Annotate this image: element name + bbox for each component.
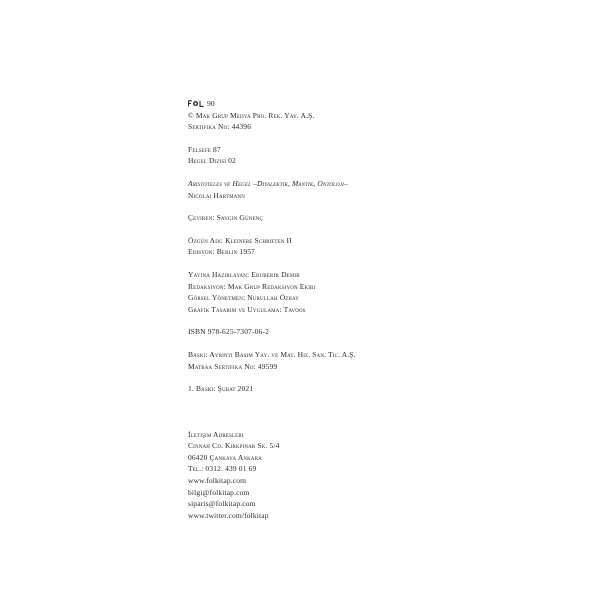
translator: Çeviren: Saygın Günenç [188,213,263,223]
spacer [188,395,518,429]
spacer [188,133,518,144]
contact-address-2: 06420 Çankaya Ankara [188,452,262,462]
contact-web-link[interactable]: www.folkitap.com [188,476,247,486]
contact-address-1: Cinnah Cd. Kırkpınar Sk. 5/4 [188,441,280,451]
spacer [188,167,518,178]
original-edition: Edisyon: Berlin 1957 [188,247,256,257]
spacer [188,201,518,212]
contact-heading: İletişim Adresleri [188,429,244,439]
spacer [188,315,518,326]
spacer [188,372,518,383]
spacer [188,224,518,235]
series-line-1: Felsefe 87 [188,144,221,154]
credit-editor: Yayına Hazırlayan: Ebubekir Demir [188,269,300,279]
book-author: Nicolai Hartmann [188,190,246,200]
folk-logo-icon [188,100,205,107]
publisher-company: © Mak Grup Medya Pro. Rek. Yay. A.Ş. [188,110,315,120]
contact-email-orders[interactable]: siparis@folkitap.com [188,499,256,509]
series-line-2: Hegel Dizisi 02 [188,156,236,166]
publisher-certificate: Sertifika No: 44396 [188,122,252,132]
contact-twitter-link[interactable]: www.twitter.com/folkitap [188,510,269,520]
series-number: 90 [207,99,215,108]
credit-redaction: Redaksiyon: Mak Grup Redaksiyon Ekibi [188,281,316,291]
colophon-block [188,98,518,521]
isbn: ISBN 978-625-7307-06-2 [188,327,270,337]
print-certificate: Matbaa Sertifika No: 49599 [188,361,278,371]
contact-email-info[interactable]: bilgi@folkitap.com [188,487,250,497]
print-press: Baskı: Ayrıntı Basım Yay. ve Mat. Hiz. San. Tic. A.Ş. [188,349,356,359]
credit-design: Grafik Tasarım ve Uygulama: Tavoos [188,304,306,314]
spacer [188,258,518,269]
original-title: Özgün Adı: Kleinere Schriften II [188,235,292,245]
contact-phone: Tel.: 0312. 439 01 69 [188,464,257,474]
spacer [188,338,518,349]
credit-art-director: Görsel Yönetmen: Nurullah Özbay [188,293,300,303]
book-title: Aristoteles ve Hegel –Diyalektik, Mantık, Ontoloji– [188,178,348,188]
publisher-logo-row [188,98,518,110]
edition-line: 1. Baskı: Şubat 2021 [188,384,254,394]
